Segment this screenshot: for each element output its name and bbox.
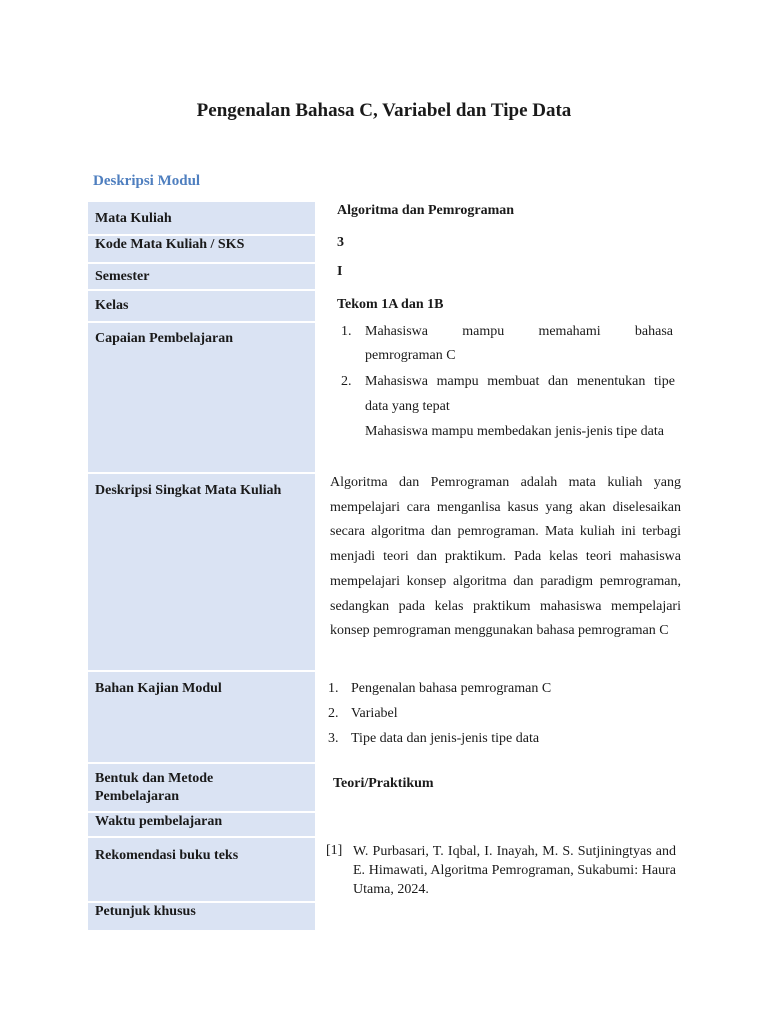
label-bentuk-line1: Bentuk dan Metode [95,771,214,786]
capaian-item-1-line1: Mahasiswa mampu memahami bahasa [365,324,673,339]
bahan-item-2: Variabel [351,706,398,721]
label-cell-mata-kuliah [88,202,315,234]
label-cell-kelas [88,291,315,321]
label-cell-petunjuk [88,903,315,930]
value-kelas: Tekom 1A dan 1B [337,297,444,312]
bahan-item-3-number: 3. [328,731,339,746]
capaian-item-2-number: 2. [341,374,352,389]
label-kode: Kode Mata Kuliah / SKS [95,237,245,252]
label-waktu: Waktu pembelajaran [95,814,223,829]
label-kelas: Kelas [95,298,129,313]
value-mata-kuliah: Algoritma dan Pemrograman [337,203,515,218]
reference-number: [1] [326,843,343,858]
label-capaian: Capaian Pembelajaran [95,331,234,346]
label-rekomendasi: Rekomendasi buku teks [95,848,239,863]
label-cell-semester [88,264,315,289]
label-bentuk-line2: Pembelajaran [95,789,179,804]
label-cell-bentuk [88,764,315,811]
capaian-item-1-line2: pemrograman C [365,348,456,363]
label-cell-capaian [88,323,315,472]
page-title: Pengenalan Bahasa C, Variabel dan Tipe Data [196,100,572,121]
reference-text: W. Purbasari, T. Iqbal, I. Inayah, M. S. Sutjiningtyas and E. Himawati, Algoritma Pemrograman, Sukabumi: Haura Utama, 2024. [353,844,676,897]
label-deskripsi: Deskripsi Singkat Mata Kuliah [95,483,282,498]
label-cell-rekomendasi [88,838,315,901]
bahan-item-3: Tipe data dan jenis-jenis tipe data [351,731,540,746]
label-cell-deskripsi [88,474,315,670]
value-bentuk: Teori/Praktikum [333,776,434,791]
section-heading: Deskripsi Modul [93,173,201,189]
label-bahan: Bahan Kajian Modul [95,681,222,696]
bahan-item-2-number: 2. [328,706,339,721]
label-petunjuk: Petunjuk khusus [95,904,196,919]
capaian-item-3: Mahasiswa mampu membedakan jenis-jenis tipe data [365,424,664,439]
bahan-item-1: Pengenalan bahasa pemrograman C [351,681,552,696]
capaian-item-2: Mahasiswa mampu membuat dan menentukan tipe data yang tepat [365,374,675,414]
deskripsi-text: Algoritma dan Pemrograman adalah mata kuliah yang mempelajari cara menganlisa kasus yang akan diselesaikan secara algoritma dan pemrograman. Mata kuliah ini terbagi menjadi teori dan praktikum. Pada kelas teori mahasiswa mempelajari konsep algoritma dan paradigm pemrograman, sedangkan pada kelas praktikum mahasiswa mempelajari konsep pemrograman menggunakan bahasa pemrograman C [330,475,681,639]
value-kode: 3 [337,235,344,250]
label-cell-bahan [88,672,315,762]
label-semester: Semester [95,269,150,284]
value-semester: I [337,264,343,279]
label-mata-kuliah: Mata Kuliah [95,211,172,226]
capaian-item-1-number: 1. [341,324,352,339]
label-cell-waktu [88,813,315,836]
label-cell-kode [88,236,315,262]
bahan-item-1-number: 1. [328,681,339,696]
